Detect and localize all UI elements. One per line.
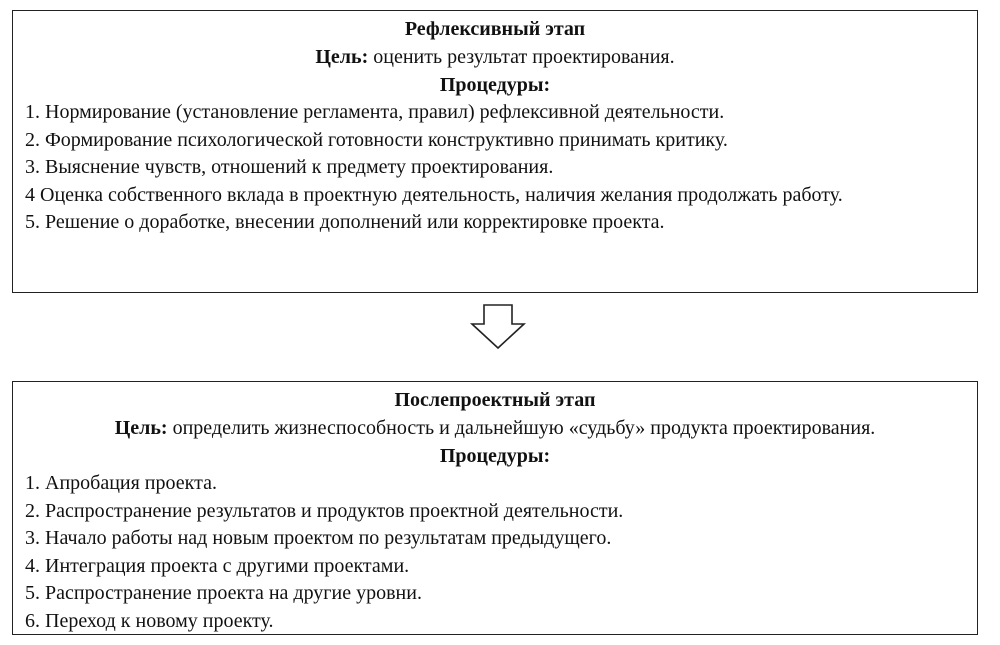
procedure-item: 1. Нормирование (установление регламента, правил) рефлексивной деятельности.	[25, 101, 725, 123]
goal-text: оценить результат проектирования.	[368, 46, 675, 68]
procedure-item: 2. Распространение результатов и продуктов проектной деятельности.	[25, 499, 624, 522]
procedures-list	[25, 470, 965, 635]
procedures-list	[25, 99, 965, 237]
procedures-heading: Процедуры:	[439, 445, 551, 467]
reflexive-stage-goal	[25, 43, 965, 71]
procedure-item: 4 Оценка собственного вклада в проектную деятельность, наличия желания продолжать работу.	[25, 183, 843, 206]
procedure-item: 3. Начало работы над новым проектом по результатам предыдущего.	[25, 527, 612, 549]
procedure-item: 6. Переход к новому проекту.	[25, 609, 274, 632]
goal-label: Цель:	[315, 46, 369, 68]
procedure-item: 5. Распространение проекта на другие уровни.	[25, 582, 422, 604]
post-project-stage-goal	[25, 414, 965, 442]
reflexive-stage-box	[12, 10, 978, 293]
post-project-stage-title: Послепроектный этап	[394, 389, 596, 411]
procedure-item: 3. Выяснение чувств, отношений к предмету проектирования.	[25, 156, 554, 178]
procedure-item: 1. Апробация проекта.	[25, 472, 217, 494]
procedure-item: 4. Интеграция проекта с другими проектами.	[25, 554, 410, 577]
down-arrow-icon	[468, 304, 528, 350]
procedure-item: 5. Решение о доработке, внесении дополнений или корректировке проекта.	[25, 211, 665, 233]
reflexive-stage-title: Рефлексивный этап	[404, 18, 586, 40]
goal-label: Цель:	[114, 417, 168, 439]
goal-text: определить жизнеспособность и дальнейшую «судьбу» продукта проектирования.	[167, 417, 876, 439]
procedure-item: 2. Формирование психологической готовности конструктивно принимать критику.	[25, 128, 728, 151]
procedures-heading: Процедуры:	[439, 74, 551, 96]
post-project-stage-box	[12, 381, 978, 635]
